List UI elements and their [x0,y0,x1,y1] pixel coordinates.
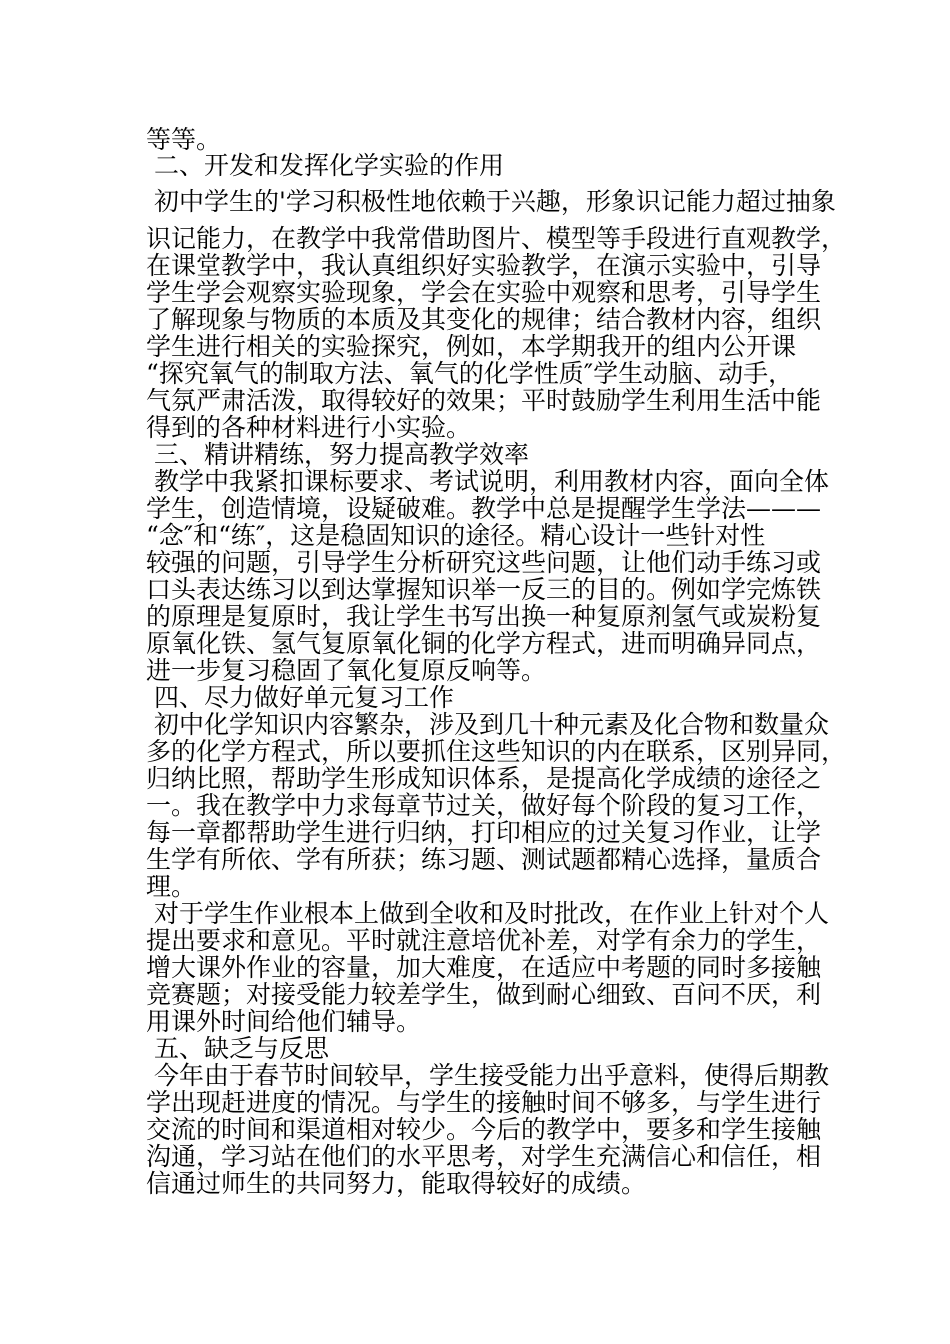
text-line: 竞赛题；对接受能力较差学生，做到耐心细致、百问不厌，利 [146,980,822,1009]
text-line: 交流的时间和渠道相对较少。今后的教学中，要多和学生接触 [146,1115,822,1144]
text-line: 沟通，学习站在他们的水平思考，对学生充满信心和信任，相 [146,1142,822,1171]
text-line: 提出要求和意见。平时就注意培优补差，对学有余力的学生， [146,926,822,955]
text-line: 用课外时间给他们辅导。 [146,1007,422,1036]
text-line: 学生进行相关的实验探究，例如，本学期我开的组内公开课 [146,332,797,361]
text-line: 较强的问题，引导学生分析研究这些问题，让他们动手练习或 [146,548,822,577]
text-line: 一。我在教学中力求每章节过关，做好每个阶段的复习工作， [146,791,822,820]
text-line: 学生学会观察实验现象，学会在实验中观察和思考，引导学生 [146,278,822,307]
text-line: 得到的各种材料进行小实验。 [146,413,472,442]
text-line: “探究氧气的制取方法、氧气的化学性质″学生动脑、动手， [146,359,794,388]
text-line: 口头表达练习以到达掌握知识举一反三的目的。例如学完炼铁 [146,575,822,604]
text-line: 信通过师生的共同努力，能取得较好的成绩。 [146,1169,647,1198]
section-heading: 四、尽力做好单元复习工作 [146,683,454,712]
text-line: 了解现象与物质的本质及其变化的规律；结合教材内容，组织 [146,305,822,334]
text-line: 归纳比照，帮助学生形成知识体系，是提高化学成绩的途径之 [146,764,822,793]
text-line: 等等。 [146,125,222,154]
text-line: 初中化学知识内容繁杂，涉及到几十种元素及化合物和数量众 [146,710,829,739]
text-line: 的原理是复原时，我让学生书写出换一种复原剂氢气或炭粉复 [146,602,822,631]
text-line: 每一章都帮助学生进行归纳，打印相应的过关复习作业，让学 [146,818,822,847]
text-line: 生学有所依、学有所获；练习题、测试题都精心选择，量质合 [146,845,822,874]
section-heading: 三、精讲精练，努力提高教学效率 [146,440,529,469]
text-line: 学出现赶进度的情况。与学生的接触时间不够多，与学生进行 [146,1088,822,1117]
text-line: “念″和“练″，这是稳固知识的途径。精心设计一些针对性 [146,521,766,550]
text-line: 多的化学方程式，所以要抓住这些知识的内在联系，区别异同， [146,737,847,766]
text-line: 气氛严肃活泼，取得较好的效果；平时鼓励学生利用生活中能 [146,386,822,415]
text-line: 学生，创造情境，设疑破难。教学中总是提醒学生学法——— [146,494,822,523]
text-line: 初中学生的'学习积极性地依赖于兴趣，形象识记能力超过抽象 [146,187,836,216]
text-line: 在课堂教学中，我认真组织好实验教学，在演示实验中，引导 [146,251,822,280]
text-line: 识记能力，在教学中我常借助图片、模型等手段进行直观教学， [146,224,847,253]
text-line: 进一步复习稳固了氧化复原反响等。 [146,656,547,685]
text-line: 教学中我紧扣课标要求、考试说明，利用教材内容，面向全体 [146,467,829,496]
text-line: 理。 [146,872,197,901]
section-heading: 二、开发和发挥化学实验的作用 [146,151,504,180]
text-line: 今年由于春节时间较早，学生接受能力出乎意料，使得后期教 [146,1061,829,1090]
text-line: 原氧化铁、氢气复原氧化铜的化学方程式，进而明确异同点， [146,629,822,658]
text-line: 增大课外作业的容量，加大难度，在适应中考题的同时多接触 [146,953,822,982]
section-heading: 五、缺乏与反思 [146,1034,329,1063]
text-line: 对于学生作业根本上做到全收和及时批改，在作业上针对个人 [146,899,829,928]
